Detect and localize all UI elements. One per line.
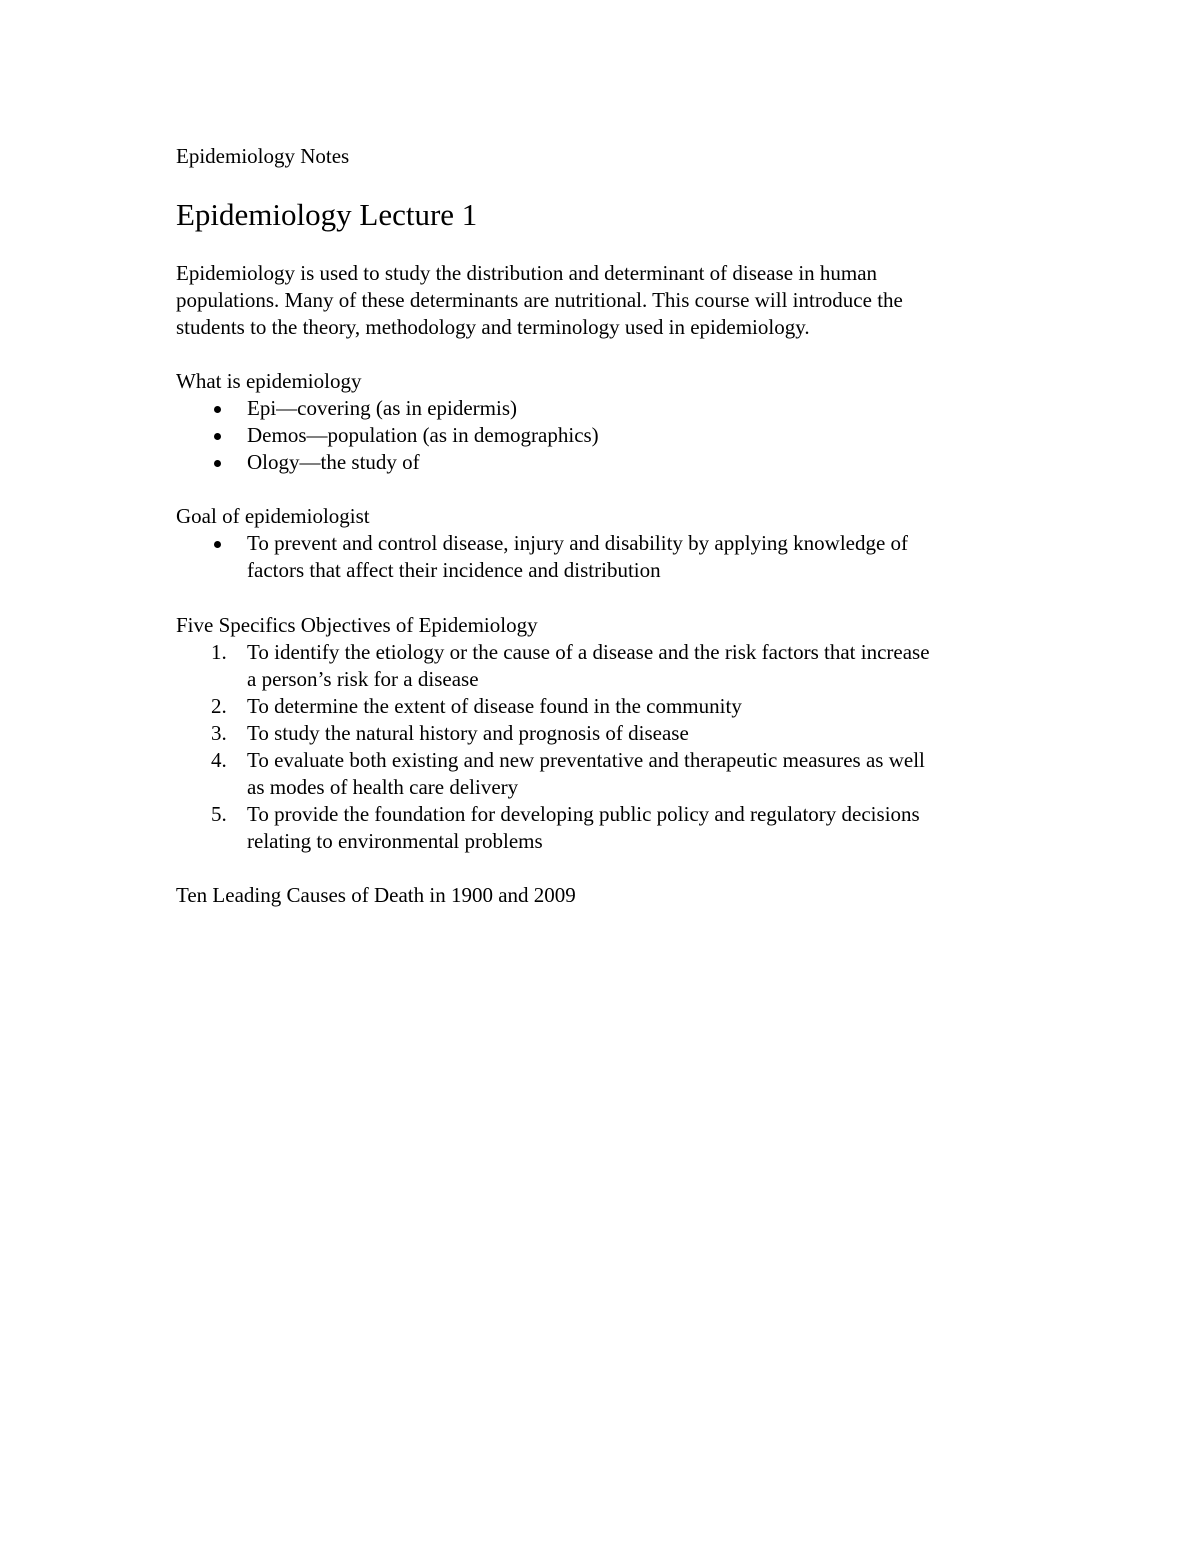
list-item-text: Ology—the study of	[247, 450, 420, 474]
list-item-text: Epi—covering (as in epidermis)	[247, 396, 518, 420]
bullet-icon	[214, 541, 221, 548]
list-item-text: To provide the foundation for developing public policy and regulatory decisions	[247, 802, 920, 826]
bullet-icon	[214, 433, 221, 440]
document-header: Epidemiology Notes	[176, 144, 350, 168]
bullet-icon	[214, 406, 221, 413]
causes-heading: Ten Leading Causes of Death in 1900 and 2009	[176, 883, 576, 907]
objectives-heading: Five Specifics Objectives of Epidemiology	[176, 613, 538, 637]
item-number: 5.	[211, 802, 227, 826]
lecture-title: Epidemiology Lecture 1	[176, 197, 478, 232]
list-item-text: Demos—population (as in demographics)	[247, 423, 599, 447]
intro-line: populations. Many of these determinants are nutritional. This course will introduce the	[176, 288, 903, 312]
list-item-text: To determine the extent of disease found in the community	[247, 694, 742, 718]
item-number: 2.	[211, 694, 227, 718]
list-item-text: To evaluate both existing and new preventative and therapeutic measures as well	[247, 748, 925, 772]
bullet-icon	[214, 460, 221, 467]
list-item-text: as modes of health care delivery	[247, 775, 519, 799]
list-item-text: To prevent and control disease, injury and disability by applying knowledge of	[247, 531, 909, 555]
list-item-text: To identify the etiology or the cause of a disease and the risk factors that increase	[247, 640, 930, 664]
what-is-heading: What is epidemiology	[176, 369, 362, 393]
intro-paragraph	[176, 260, 1036, 341]
list-item-text: relating to environmental problems	[247, 829, 543, 853]
item-number: 1.	[211, 640, 227, 664]
item-number: 4.	[211, 748, 227, 772]
intro-line: students to the theory, methodology and terminology used in epidemiology.	[176, 315, 810, 339]
list-item-text: factors that affect their incidence and distribution	[247, 558, 661, 582]
list-item-text: a person’s risk for a disease	[247, 667, 479, 691]
list-item-text: To study the natural history and prognosis of disease	[247, 721, 689, 745]
item-number: 3.	[211, 721, 227, 745]
goal-heading: Goal of epidemiologist	[176, 504, 370, 528]
intro-line: Epidemiology is used to study the distribution and determinant of disease in human	[176, 261, 878, 285]
